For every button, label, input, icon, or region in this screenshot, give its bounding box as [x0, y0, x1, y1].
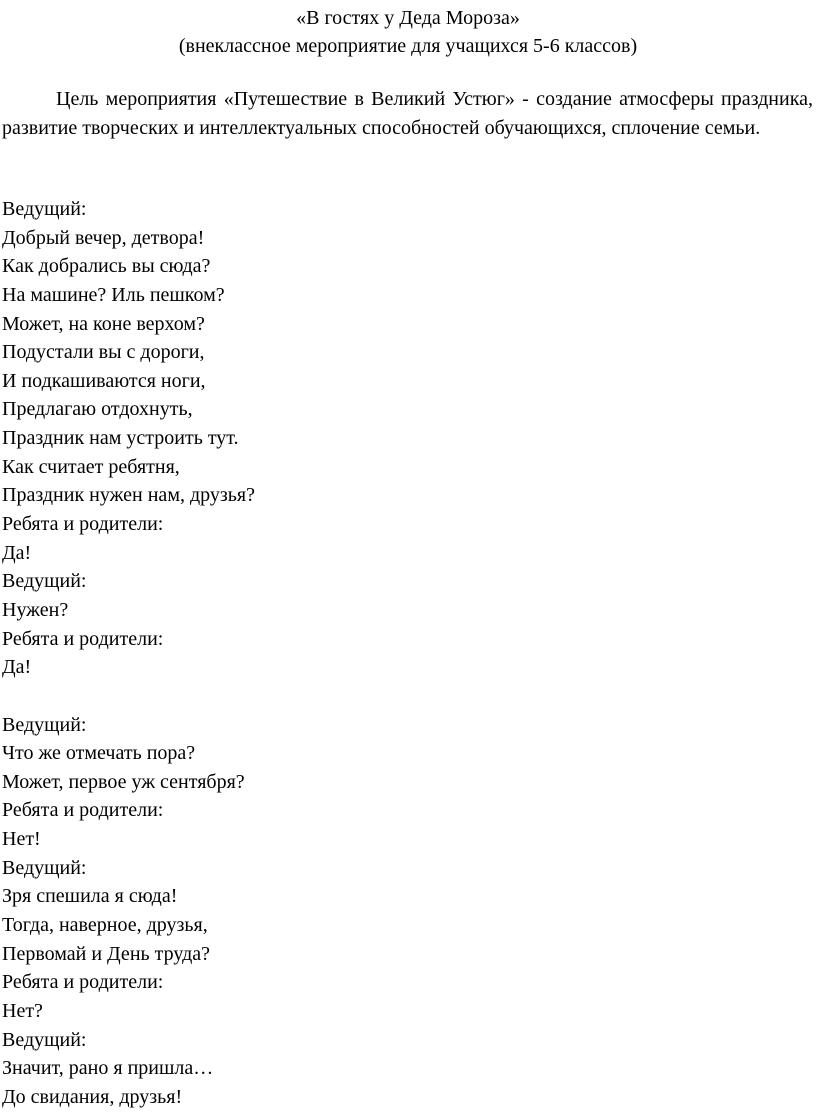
script-line: До свидания, друзья!: [2, 1085, 183, 1108]
blank-line: [2, 682, 802, 711]
speaker-label: Ведущий:: [2, 856, 87, 879]
script-line: Предлагаю отдохнуть,: [2, 398, 193, 421]
script-line: Нет?: [2, 999, 43, 1022]
script-line: Что же отмечать пора?: [2, 742, 196, 765]
script-line: Подустали вы с дороги,: [2, 341, 205, 364]
speaker-label: Ребята и родители:: [2, 971, 164, 994]
script-line: Нет!: [2, 828, 41, 851]
speaker-label: Ведущий:: [2, 570, 87, 593]
speaker-label: Ведущий:: [2, 1028, 87, 1051]
script-line: Добрый вечер, детвора!: [2, 226, 205, 249]
purpose-paragraph: Цель мероприятия «Путешествие в Великий Устюг» - создание атмосферы праздника, развитие творческих и интеллектуальных способностей обучающихся, сплочение семьи.: [2, 88, 813, 139]
script-line: Может, первое уж сентября?: [2, 770, 245, 793]
script-line: Может, на коне верхом?: [2, 312, 205, 335]
script-line: Как считает ребятня,: [2, 455, 180, 478]
script-line: Праздник нужен нам, друзья?: [2, 484, 255, 507]
speaker-label: Ведущий:: [2, 713, 87, 736]
speaker-label: Ребята и родители:: [2, 513, 164, 536]
script-line: Значит, рано я пришла…: [2, 1057, 214, 1080]
script-line: Зря спешила я сюда!: [2, 885, 178, 908]
script-line: Тогда, наверное, друзья,: [2, 914, 208, 937]
script-line: Праздник нам устроить тут.: [2, 427, 239, 450]
script-line: И подкашиваются ноги,: [2, 369, 206, 392]
document-subtitle: (внеклассное мероприятие для учащихся 5-6 классов): [178, 35, 638, 57]
script-line: Нужен?: [2, 598, 69, 621]
script-line: Как добрались вы сюда?: [2, 255, 211, 278]
script-text: [2, 195, 802, 1112]
speaker-label: Ребята и родители:: [2, 627, 164, 650]
script-line: Да!: [2, 541, 32, 564]
script-line: Да!: [2, 656, 32, 679]
script-line: На машине? Иль пешком?: [2, 283, 225, 306]
speaker-label: Ведущий:: [2, 198, 87, 220]
document-title: «В гостях у Деда Мороза»: [296, 7, 520, 29]
script-line: Первомай и День труда?: [2, 942, 211, 965]
speaker-label: Ребята и родители:: [2, 799, 164, 822]
